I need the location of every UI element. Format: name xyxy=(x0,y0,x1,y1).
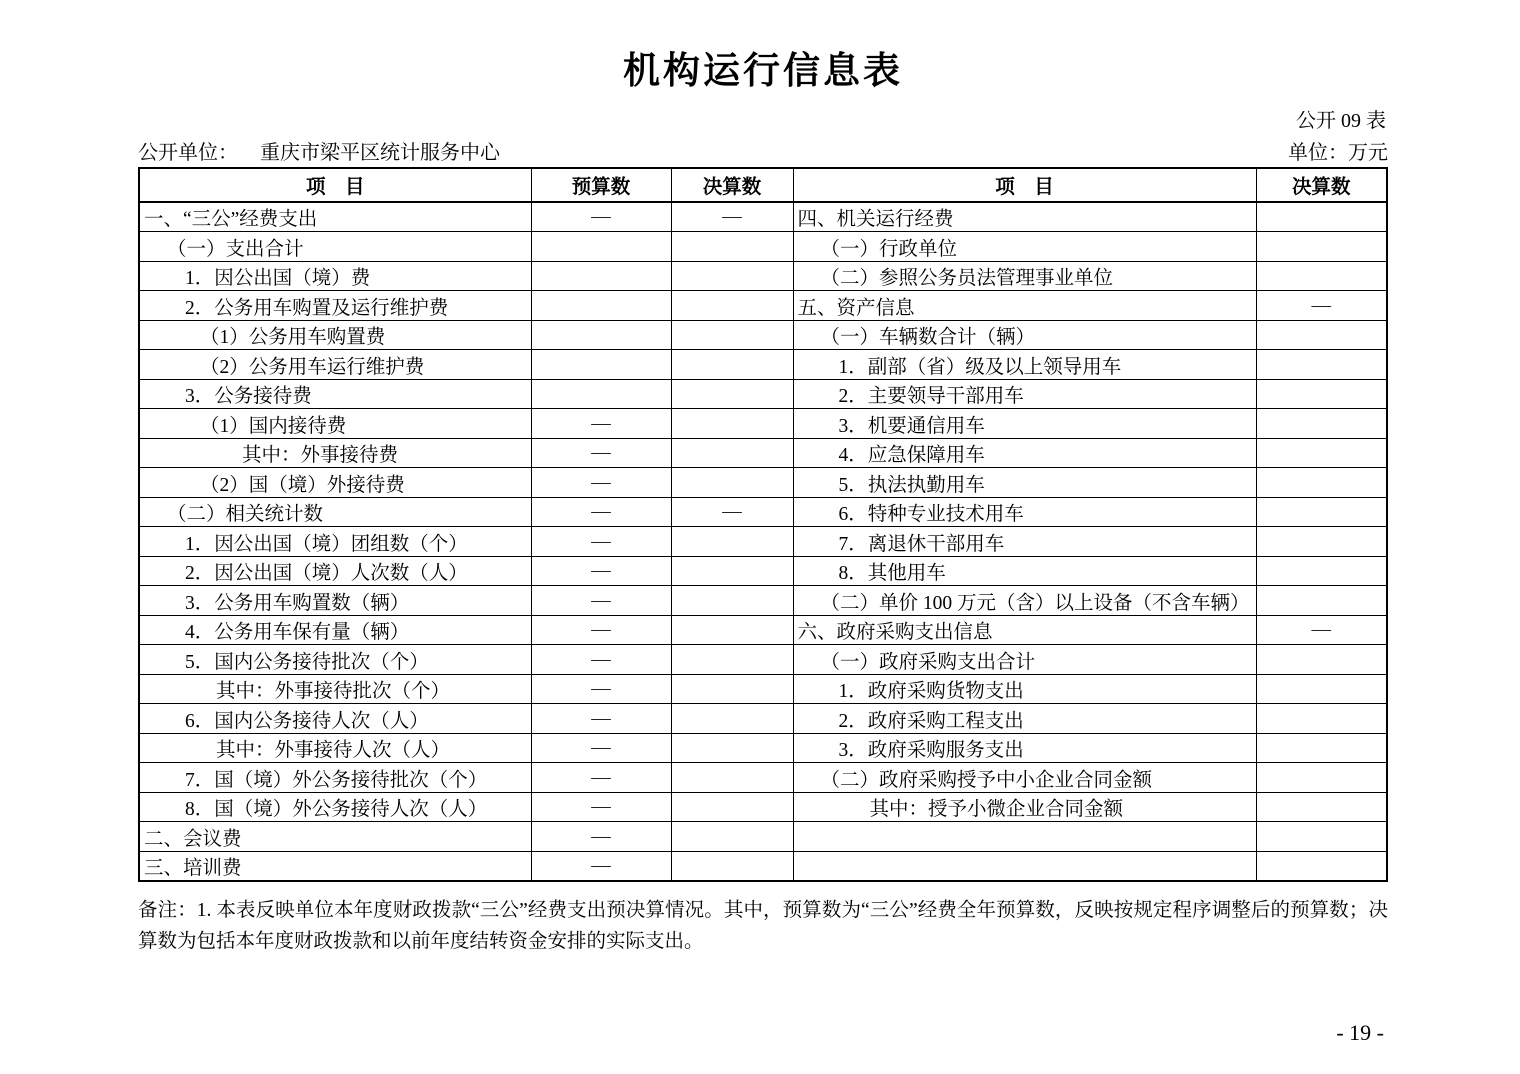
left-item-cell: 3．公务用车购置数（辆） xyxy=(139,586,531,616)
publishing-unit-label: 公开单位： xyxy=(138,142,238,165)
table-row xyxy=(139,674,1387,704)
left-budget-cell: — xyxy=(531,763,671,793)
left-budget-cell: — xyxy=(531,468,671,498)
right-item-cell: 六、政府采购支出信息 xyxy=(793,615,1256,645)
right-item-cell: 3．政府采购服务支出 xyxy=(793,733,1256,763)
left-final-cell: — xyxy=(671,497,793,527)
right-item-header: 项 目 xyxy=(793,168,1256,202)
left-item-cell: 2．因公出国（境）人次数（人） xyxy=(139,556,531,586)
left-item-header: 项 目 xyxy=(139,168,531,202)
table-row xyxy=(139,615,1387,645)
currency-unit: 单位：万元 xyxy=(1288,142,1388,165)
table-row xyxy=(139,822,1387,852)
right-final-cell: — xyxy=(1256,615,1387,645)
left-final-cell xyxy=(671,379,793,409)
table-row xyxy=(139,261,1387,291)
left-final-cell xyxy=(671,822,793,852)
right-final-cell xyxy=(1256,409,1387,439)
right-item-cell: （一）行政单位 xyxy=(793,232,1256,262)
table-row xyxy=(139,733,1387,763)
table-row xyxy=(139,232,1387,262)
institution-operation-table xyxy=(138,167,1388,882)
right-item-cell: 1．政府采购货物支出 xyxy=(793,674,1256,704)
left-budget-cell: — xyxy=(531,409,671,439)
table-body xyxy=(139,202,1387,881)
table-row xyxy=(139,763,1387,793)
left-item-cell: 其中：外事接待批次（个） xyxy=(139,674,531,704)
right-item-cell: （二）单价 100 万元（含）以上设备（不含车辆） xyxy=(793,586,1256,616)
right-final-header: 决算数 xyxy=(1256,168,1387,202)
left-item-cell: 4．公务用车保有量（辆） xyxy=(139,615,531,645)
left-budget-cell xyxy=(531,232,671,262)
left-item-cell: 一、“三公”经费支出 xyxy=(139,202,531,232)
left-final-cell xyxy=(671,527,793,557)
page-title: 机构运行信息表 xyxy=(623,51,903,92)
publishing-unit xyxy=(138,136,500,165)
right-final-cell xyxy=(1256,586,1387,616)
right-final-cell xyxy=(1256,704,1387,734)
right-item-cell: 2．主要领导干部用车 xyxy=(793,379,1256,409)
left-item-cell: 其中：外事接待人次（人） xyxy=(139,733,531,763)
table-row xyxy=(139,704,1387,734)
left-item-cell: 1．因公出国（境）费 xyxy=(139,261,531,291)
table-row xyxy=(139,409,1387,439)
header-row xyxy=(139,168,1387,202)
left-final-header: 决算数 xyxy=(671,168,793,202)
left-final-cell xyxy=(671,733,793,763)
left-item-cell: （2）国（境）外接待费 xyxy=(139,468,531,498)
right-item-cell: 7．离退休干部用车 xyxy=(793,527,1256,557)
footnote: 备注：1. 本表反映单位本年度财政拨款“三公”经费支出预决算情况。其中，预算数为“三公”经费全年预算数，反映按规定程序调整后的预算数；决算数为包括本年度财政拨款和以前年度结转资金安排的实际支出。 xyxy=(138,899,1388,953)
right-final-cell xyxy=(1256,674,1387,704)
right-final-cell: — xyxy=(1256,291,1387,321)
right-item-cell xyxy=(793,822,1256,852)
left-budget-cell: — xyxy=(531,674,671,704)
right-item-cell: （二）参照公务员法管理事业单位 xyxy=(793,261,1256,291)
publishing-unit-name: 重庆市梁平区统计服务中心 xyxy=(260,142,500,165)
table-row xyxy=(139,792,1387,822)
right-final-cell xyxy=(1256,232,1387,262)
left-final-cell xyxy=(671,674,793,704)
document-page xyxy=(138,0,1388,1046)
left-budget-cell: — xyxy=(531,792,671,822)
left-item-cell: （一）支出合计 xyxy=(139,232,531,262)
left-budget-cell xyxy=(531,350,671,380)
right-item-cell: 5．执法执勤用车 xyxy=(793,468,1256,498)
left-item-cell: 5．国内公务接待批次（个） xyxy=(139,645,531,675)
left-item-cell: 8．国（境）外公务接待人次（人） xyxy=(139,792,531,822)
left-final-cell xyxy=(671,350,793,380)
left-final-cell xyxy=(671,704,793,734)
right-item-cell: 五、资产信息 xyxy=(793,291,1256,321)
right-item-cell: 2．政府采购工程支出 xyxy=(793,704,1256,734)
table-row xyxy=(139,320,1387,350)
left-final-cell xyxy=(671,556,793,586)
table-row xyxy=(139,468,1387,498)
table-row xyxy=(139,202,1387,232)
left-final-cell xyxy=(671,468,793,498)
left-final-cell xyxy=(671,232,793,262)
right-item-cell: （一）车辆数合计（辆） xyxy=(793,320,1256,350)
left-item-cell: （1）公务用车购置费 xyxy=(139,320,531,350)
right-item-cell: 6．特种专业技术用车 xyxy=(793,497,1256,527)
left-item-cell: 6．国内公务接待人次（人） xyxy=(139,704,531,734)
right-final-cell xyxy=(1256,320,1387,350)
left-item-cell: 7．国（境）外公务接待批次（个） xyxy=(139,763,531,793)
left-item-cell: 3．公务接待费 xyxy=(139,379,531,409)
right-final-cell xyxy=(1256,438,1387,468)
right-final-cell xyxy=(1256,822,1387,852)
right-final-cell xyxy=(1256,792,1387,822)
right-final-cell xyxy=(1256,379,1387,409)
right-item-cell: 8．其他用车 xyxy=(793,556,1256,586)
right-final-cell xyxy=(1256,763,1387,793)
left-budget-cell: — xyxy=(531,851,671,881)
right-item-cell: （一）政府采购支出合计 xyxy=(793,645,1256,675)
left-final-cell xyxy=(671,763,793,793)
left-item-cell: 1．因公出国（境）团组数（个） xyxy=(139,527,531,557)
left-final-cell xyxy=(671,645,793,675)
right-final-cell xyxy=(1256,645,1387,675)
left-final-cell xyxy=(671,792,793,822)
table-row xyxy=(139,291,1387,321)
table-row xyxy=(139,556,1387,586)
left-budget-cell: — xyxy=(531,497,671,527)
left-final-cell xyxy=(671,615,793,645)
right-final-cell xyxy=(1256,556,1387,586)
table-row xyxy=(139,527,1387,557)
meta-row xyxy=(138,136,1388,165)
right-item-cell: 四、机关运行经费 xyxy=(793,202,1256,232)
left-item-cell: 其中：外事接待费 xyxy=(139,438,531,468)
table-row xyxy=(139,497,1387,527)
left-item-cell: （2）公务用车运行维护费 xyxy=(139,350,531,380)
left-budget-cell: — xyxy=(531,645,671,675)
table-row xyxy=(139,586,1387,616)
right-final-cell xyxy=(1256,261,1387,291)
table-code: 公开 09 表 xyxy=(1296,110,1386,133)
right-final-cell xyxy=(1256,733,1387,763)
left-final-cell xyxy=(671,586,793,616)
left-final-cell: — xyxy=(671,202,793,232)
left-item-cell: （二）相关统计数 xyxy=(139,497,531,527)
right-final-cell xyxy=(1256,497,1387,527)
left-budget-cell: — xyxy=(531,822,671,852)
left-final-cell xyxy=(671,851,793,881)
left-budget-cell: — xyxy=(531,527,671,557)
right-item-cell: 其中：授予小微企业合同金额 xyxy=(793,792,1256,822)
table-row xyxy=(139,645,1387,675)
left-budget-cell: — xyxy=(531,202,671,232)
left-final-cell xyxy=(671,438,793,468)
left-final-cell xyxy=(671,409,793,439)
left-final-cell xyxy=(671,261,793,291)
right-final-cell xyxy=(1256,350,1387,380)
right-final-cell xyxy=(1256,468,1387,498)
left-item-cell: 二、会议费 xyxy=(139,822,531,852)
table-row xyxy=(139,350,1387,380)
right-item-cell: （二）政府采购授予中小企业合同金额 xyxy=(793,763,1256,793)
left-budget-cell xyxy=(531,379,671,409)
left-final-cell xyxy=(671,291,793,321)
table-header xyxy=(139,168,1387,202)
right-final-cell xyxy=(1256,527,1387,557)
left-item-cell: 2．公务用车购置及运行维护费 xyxy=(139,291,531,321)
left-final-cell xyxy=(671,320,793,350)
page-number: - 19 - xyxy=(1336,1020,1384,1046)
left-item-cell: （1）国内接待费 xyxy=(139,409,531,439)
left-budget-cell: — xyxy=(531,438,671,468)
left-budget-cell: — xyxy=(531,615,671,645)
right-final-cell xyxy=(1256,202,1387,232)
left-budget-cell xyxy=(531,291,671,321)
left-item-cell: 三、培训费 xyxy=(139,851,531,881)
right-item-cell: 4．应急保障用车 xyxy=(793,438,1256,468)
left-budget-cell: — xyxy=(531,556,671,586)
left-budget-cell: — xyxy=(531,586,671,616)
left-budget-cell: — xyxy=(531,733,671,763)
left-budget-cell: — xyxy=(531,704,671,734)
left-budget-cell xyxy=(531,261,671,291)
right-item-cell xyxy=(793,851,1256,881)
right-item-cell: 3．机要通信用车 xyxy=(793,409,1256,439)
table-row xyxy=(139,379,1387,409)
left-budget-cell xyxy=(531,320,671,350)
left-budget-header: 预算数 xyxy=(531,168,671,202)
right-item-cell: 1．副部（省）级及以上领导用车 xyxy=(793,350,1256,380)
right-final-cell xyxy=(1256,851,1387,881)
table-row xyxy=(139,851,1387,881)
table-row xyxy=(139,438,1387,468)
